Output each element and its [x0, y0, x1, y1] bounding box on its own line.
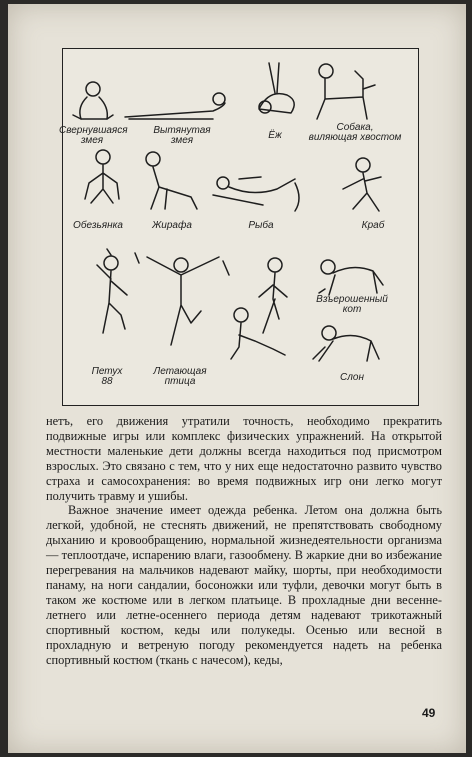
caption-stretched-snake: Вытянутая змея — [153, 125, 211, 146]
caption-monkey: Обезьянка — [73, 220, 123, 231]
drawing-stretched-snake — [125, 93, 225, 119]
drawing-giraffe — [146, 152, 197, 209]
drawing-cat — [319, 260, 383, 295]
drawing-coiled-snake — [73, 82, 113, 119]
drawing-two-children — [231, 258, 287, 359]
page-number: 49 — [422, 706, 436, 720]
drawing-elephant — [313, 326, 379, 361]
drawing-fish — [213, 177, 299, 211]
caption-dog: Собака, виляющая хвостом — [308, 122, 402, 143]
body-text — [46, 414, 442, 667]
drawing-rooster — [97, 249, 127, 333]
caption-rooster: Петух 88 — [91, 366, 123, 387]
drawing-hedgehog — [259, 63, 294, 113]
drawing-dog — [317, 64, 375, 119]
caption-crab: Краб — [361, 220, 385, 231]
caption-coiled-snake: Свернувшаяся змея — [59, 125, 128, 146]
caption-flying-bird: Летающая птица — [153, 366, 207, 387]
drawing-crab — [343, 158, 381, 211]
caption-hedgehog: Ёж — [268, 130, 282, 141]
book-page — [8, 4, 466, 753]
paragraph-2: Важное значение имеет одежда ребенка. Летом она должна быть легкой, удобной, не стеснять движений, не препятствовать свободному дыханию и кровообращению, нормальной жизнедеятельности организма — теплоотдаче, испарению влаги, газообмену. В жаркие дни во избежание перегревания на мальчиков надевают майку, шорты, при необходимости панаму, на ноги сандалии, босоножки или туфли, девочки могут быть в таком же костюме или в легком платьице. В прохладные дни весенне-летнего или летне-осеннего периода детям надевают трикотажный спортивный костюм, кеды или полукеды. Осенью или весной в прохладную и ветреную погоду рекомендуется надеть на ребенка спортивный костюм (ткань с начесом), кеды, — [46, 503, 442, 667]
caption-cat: Взъерошенный кот — [316, 294, 388, 315]
drawing-flying-bird — [135, 253, 229, 345]
caption-giraffe: Жирафа — [152, 220, 192, 231]
caption-fish: Рыба — [248, 220, 274, 231]
drawing-monkey — [85, 150, 119, 203]
paragraph-1: нетъ, его движения утратили точность, необходимо прекратить подвижные игры или комплекс физических упражнений. На открытой местности маленькие дети должны всегда находиться под присмотром взрослых. Это связано с тем, что у них еще недостаточно развито чувство страха и самосохранения: во время подвижных игр они легко могут получить травму и ушибы. — [46, 414, 442, 503]
caption-elephant: Слон — [340, 372, 364, 383]
exercise-illustration — [59, 48, 419, 406]
